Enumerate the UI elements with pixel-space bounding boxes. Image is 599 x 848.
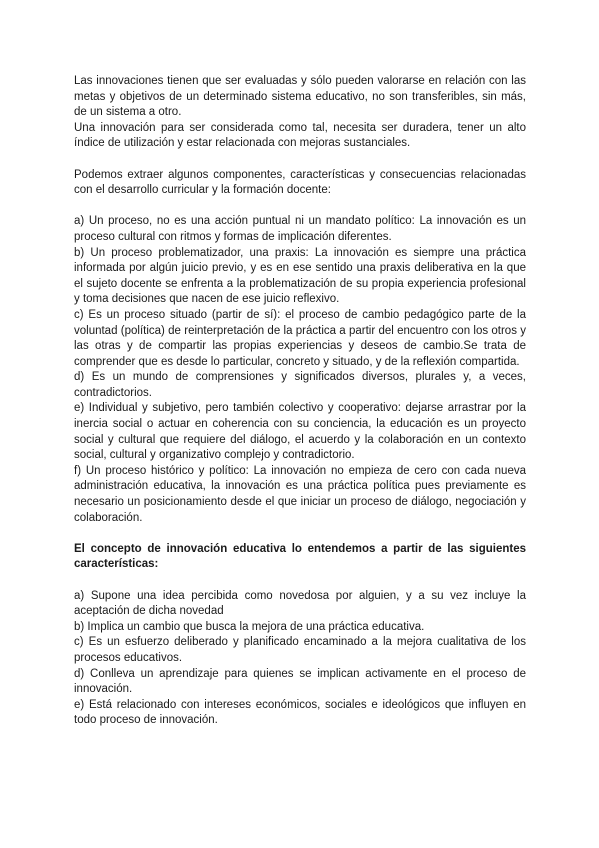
intro-paragraph-1: Las innovaciones tienen que ser evaluadas y sólo pueden valorarse en relación con las metas y objetivos de un determinado sistema educativo, no son transferibles, sin más, de un sistema a otro.: [74, 75, 526, 119]
characteristic-item-e: e) Está relacionado con intereses económicos, sociales e ideológicos que influyen en todo proceso de innovación.: [74, 698, 526, 727]
characteristic-item-d: d) Conlleva un aprendizaje para quienes se implican activamente en el proceso de innovación.: [74, 667, 526, 696]
characteristic-item-c: c) Es un esfuerzo deliberado y planificado encaminado a la mejora cualitativa de los procesos educativos.: [74, 636, 526, 664]
intro-paragraph-2: Una innovación para ser considerada como tal, necesita ser duradera, tener un alto índice de utilización y estar relacionada con mejoras sustanciales.: [74, 121, 526, 150]
component-item-f: f) Un proceso histórico y político: La innovación no empieza de cero con cada nueva administración educativa, la innovación es una práctica política pues previamente es necesario un posicionamiento desde el que iniciar un proceso de diálogo, negociación y colaboración.: [74, 464, 526, 524]
component-item-c: c) Es un proceso situado (partir de sí): el proceso de cambio pedagógico parte de la voluntad (política) de reinterpretación de la práctica a partir del encuentro con los otros y las otras y de compartir las propias experiencias y deseos de cambio.Se trata de comprender que es desde lo particular, concreto y situado, y de la reflexión compartida.: [74, 308, 526, 368]
section-heading: El concepto de innovación educativa lo entendemos a partir de las siguientes características:: [74, 542, 526, 571]
component-item-e: e) Individual y subjetivo, pero también colectivo y cooperativo: dejarse arrastrar por la inercia social o actuar en coherencia con su conciencia, la educación es un proyecto social y cultural que requiere del diálogo, el acuerdo y la colaboración en un contexto social, cultural y organizativo complejo y contradictorio.: [74, 402, 526, 462]
component-item-b: b) Un proceso problematizador, una praxis: La innovación es siempre una práctica informada por algún juicio previo, y es en ese sentido una praxis deliberativa en la que el sujeto docente se enfrenta a la problematización de su propia experiencia profesional y toma decisiones que nacen de ese juicio reflexivo.: [74, 246, 526, 306]
characteristic-item-a: a) Supone una idea percibida como novedosa por alguien, y a su vez incluye la aceptación de dicha novedad: [74, 589, 526, 618]
component-item-a: a) Un proceso, no es una acción puntual ni un mandato político: La innovación es un proceso cultural con ritmos y formas de implicación diferentes.: [74, 215, 526, 243]
components-intro-paragraph: Podemos extraer algunos componentes, características y consecuencias relacionadas con el desarrollo curricular y la formación docente:: [74, 168, 526, 197]
document-page: [74, 74, 526, 729]
component-item-d: d) Es un mundo de comprensiones y significados diversos, plurales y, a veces, contradictorios.: [74, 371, 526, 399]
characteristic-item-b: b) Implica un cambio que busca la mejora de una práctica educativa.: [74, 620, 425, 633]
